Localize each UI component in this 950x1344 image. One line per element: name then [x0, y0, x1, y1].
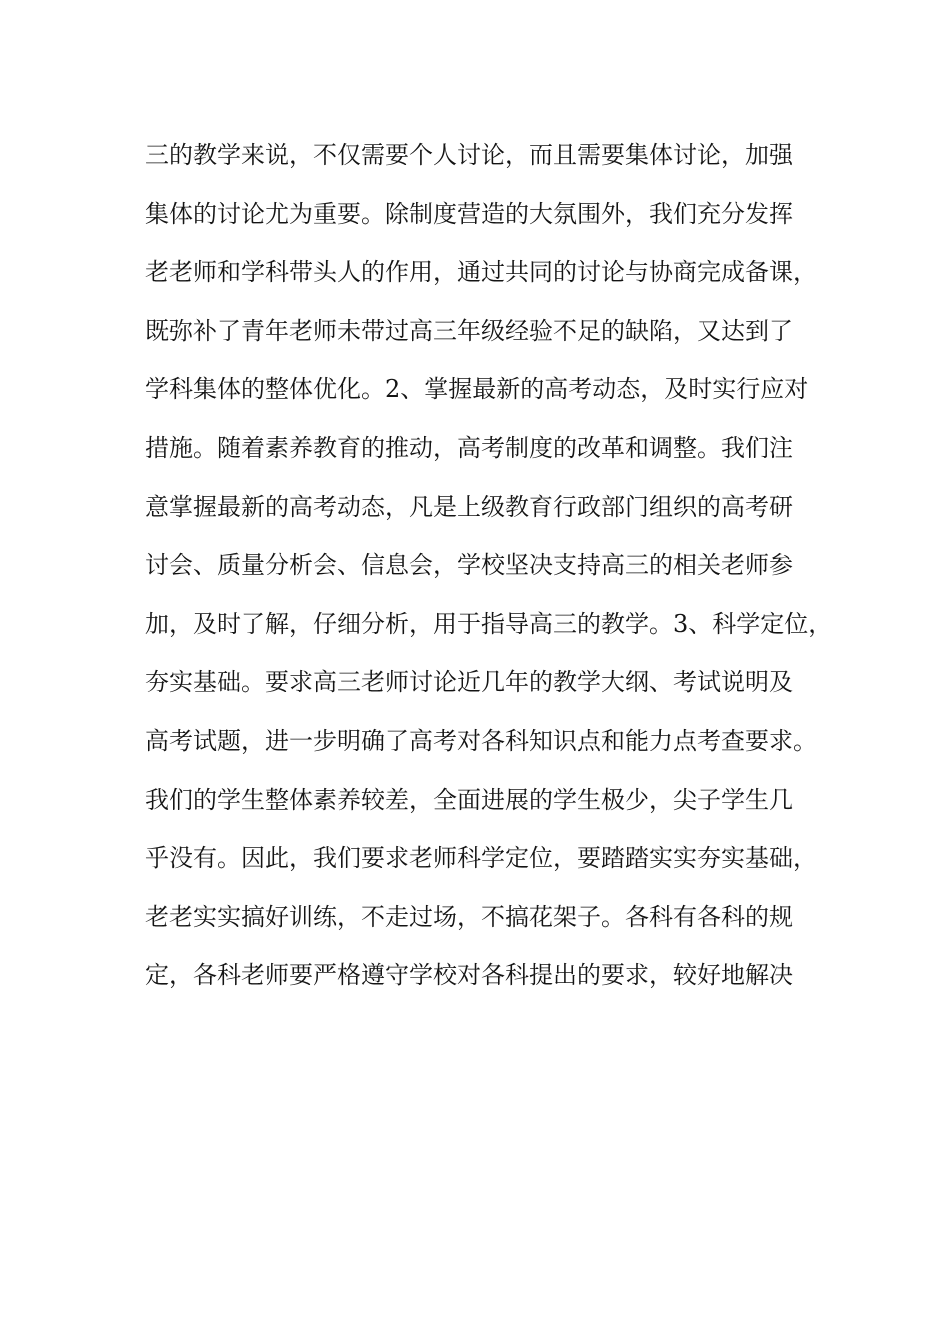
text-line-6: 措施。随着素养教育的推动，高考制度的改革和调整。我们注 — [145, 433, 793, 462]
text-line-15: 定，各科老师要严格遵守学校对各科提出的要求，较好地解决 — [145, 961, 793, 990]
text-line-5: 学科集体的整体优化。2、掌握最新的高考动态，及时实行应对 — [145, 375, 809, 404]
text-line-13: 乎没有。因此，我们要求老师科学定位，要踏踏实实夯实基础， — [145, 844, 817, 873]
text-line-4: 既弥补了青年老师未带过高三年级经验不足的缺陷，又达到了 — [145, 316, 793, 345]
text-line-12: 我们的学生整体素养较差，全面进展的学生极少，尖子学生几 — [145, 785, 793, 814]
text-line-7: 意掌握最新的高考动态，凡是上级教育行政部门组织的高考研 — [145, 492, 793, 521]
text-line-3: 老老师和学科带头人的作用，通过共同的讨论与协商完成备课， — [145, 258, 817, 287]
text-line-11: 高考试题，进一步明确了高考对各科知识点和能力点考查要求。 — [145, 726, 817, 755]
text-line-14: 老老实实搞好训练，不走过场，不搞花架子。各科有各科的规 — [145, 902, 793, 931]
text-line-1: 三的教学来说，不仅需要个人讨论，而且需要集体讨论，加强 — [145, 141, 793, 169]
text-line-8: 讨会、质量分析会、信息会，学校坚决支持高三的相关老师参 — [145, 551, 793, 580]
text-line-2: 集体的讨论尤为重要。除制度营造的大氛围外，我们充分发挥 — [145, 199, 793, 228]
body-text — [145, 132, 833, 1011]
text-line-10: 夯实基础。要求高三老师讨论近几年的教学大纲、考试说明及 — [145, 668, 793, 697]
text-line-9: 加，及时了解，仔细分析，用于指导高三的教学。3、科学定位， — [145, 609, 833, 638]
